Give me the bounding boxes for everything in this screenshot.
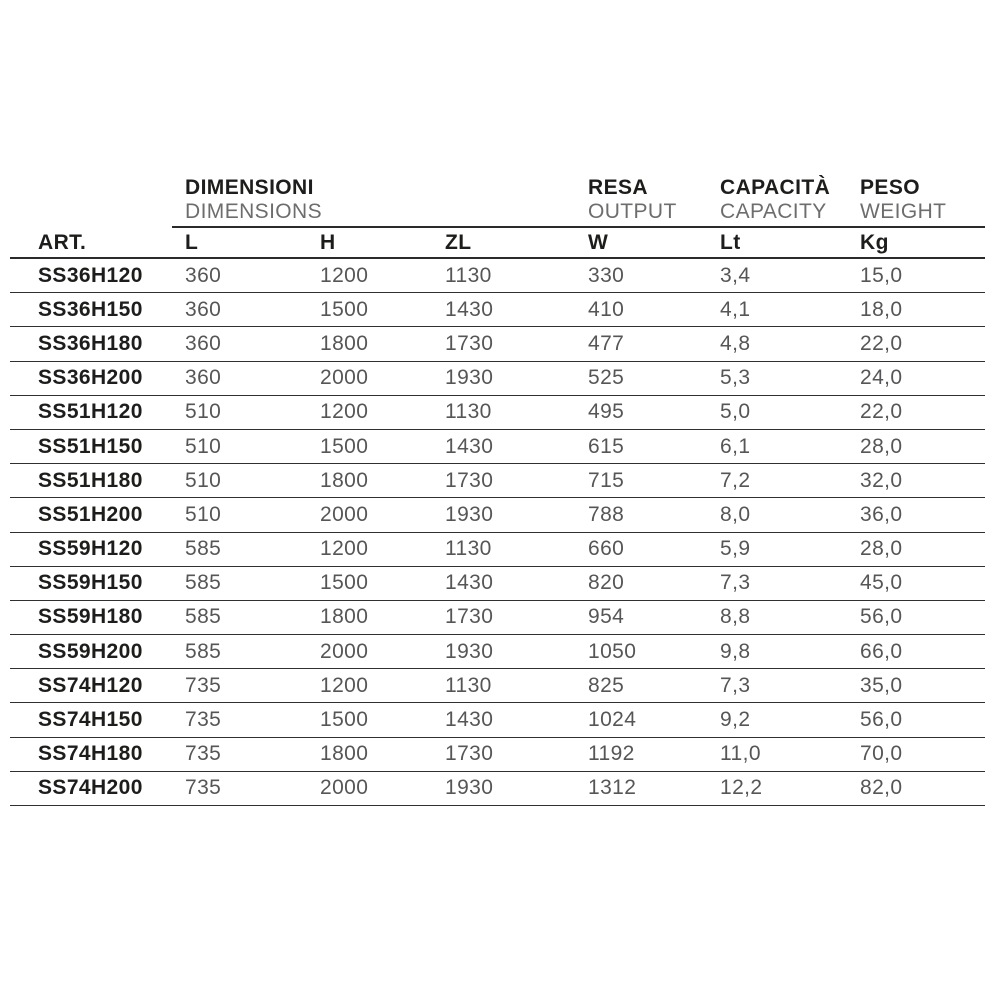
cell-weight-kg: 22,0 bbox=[860, 331, 903, 355]
table-row bbox=[10, 772, 985, 806]
column-group-output bbox=[588, 176, 677, 224]
cell-zl: 1730 bbox=[445, 331, 494, 355]
column-group-capacity bbox=[720, 176, 830, 224]
cell-zl: 1130 bbox=[445, 537, 492, 561]
cell-height: 1800 bbox=[320, 742, 369, 766]
cell-art: SS36H180 bbox=[38, 331, 143, 355]
col-header-h: H bbox=[320, 230, 336, 254]
table-row bbox=[10, 396, 985, 430]
cell-zl: 1930 bbox=[445, 776, 494, 800]
table-row bbox=[10, 259, 985, 293]
cell-zl: 1730 bbox=[445, 468, 494, 492]
cell-capacity-litres: 7,3 bbox=[720, 571, 751, 595]
cell-height: 1200 bbox=[320, 400, 369, 424]
table-row bbox=[10, 362, 985, 396]
cell-output-watts: 410 bbox=[588, 297, 625, 321]
group-title-italian: DIMENSIONI bbox=[185, 176, 314, 199]
cell-capacity-litres: 4,8 bbox=[720, 331, 751, 355]
cell-zl: 1430 bbox=[445, 708, 494, 732]
column-header-row bbox=[10, 228, 985, 259]
cell-output-watts: 954 bbox=[588, 605, 625, 629]
cell-weight-kg: 15,0 bbox=[860, 263, 903, 287]
cell-output-watts: 660 bbox=[588, 537, 625, 561]
cell-height: 1200 bbox=[320, 263, 369, 287]
cell-capacity-litres: 9,8 bbox=[720, 639, 751, 663]
cell-art: SS59H150 bbox=[38, 571, 143, 595]
cell-height: 1800 bbox=[320, 331, 369, 355]
table-row bbox=[10, 327, 985, 361]
cell-capacity-litres: 12,2 bbox=[720, 776, 763, 800]
cell-length: 360 bbox=[185, 263, 222, 287]
table-row bbox=[10, 635, 985, 669]
cell-weight-kg: 36,0 bbox=[860, 502, 903, 526]
cell-output-watts: 788 bbox=[588, 502, 625, 526]
cell-art: SS59H200 bbox=[38, 639, 143, 663]
cell-weight-kg: 32,0 bbox=[860, 468, 903, 492]
cell-length: 735 bbox=[185, 673, 222, 697]
cell-height: 1500 bbox=[320, 571, 369, 595]
cell-weight-kg: 22,0 bbox=[860, 400, 903, 424]
cell-weight-kg: 45,0 bbox=[860, 571, 903, 595]
table-row bbox=[10, 533, 985, 567]
table-row bbox=[10, 293, 985, 327]
cell-art: SS74H120 bbox=[38, 673, 143, 697]
cell-art: SS51H200 bbox=[38, 502, 143, 526]
cell-output-watts: 820 bbox=[588, 571, 625, 595]
cell-output-watts: 715 bbox=[588, 468, 625, 492]
cell-height: 1500 bbox=[320, 297, 369, 321]
cell-length: 510 bbox=[185, 502, 222, 526]
cell-capacity-litres: 4,1 bbox=[720, 297, 751, 321]
cell-output-watts: 330 bbox=[588, 263, 625, 287]
cell-zl: 1430 bbox=[445, 571, 494, 595]
cell-length: 510 bbox=[185, 468, 222, 492]
cell-weight-kg: 66,0 bbox=[860, 639, 903, 663]
cell-length: 735 bbox=[185, 742, 222, 766]
cell-capacity-litres: 7,3 bbox=[720, 673, 751, 697]
cell-height: 2000 bbox=[320, 366, 369, 390]
group-title-english: DIMENSIONS bbox=[185, 200, 323, 223]
table-row bbox=[10, 464, 985, 498]
cell-capacity-litres: 7,2 bbox=[720, 468, 751, 492]
cell-zl: 1930 bbox=[445, 639, 494, 663]
cell-capacity-litres: 5,9 bbox=[720, 537, 751, 561]
cell-output-watts: 495 bbox=[588, 400, 625, 424]
col-header-w: W bbox=[588, 230, 609, 254]
cell-weight-kg: 24,0 bbox=[860, 366, 903, 390]
cell-capacity-litres: 3,4 bbox=[720, 263, 751, 287]
cell-art: SS36H200 bbox=[38, 366, 143, 390]
cell-capacity-litres: 5,0 bbox=[720, 400, 751, 424]
cell-output-watts: 1312 bbox=[588, 776, 637, 800]
cell-zl: 1930 bbox=[445, 502, 494, 526]
cell-capacity-litres: 11,0 bbox=[720, 742, 761, 766]
group-title-italian: PESO bbox=[860, 176, 920, 199]
cell-height: 1200 bbox=[320, 537, 369, 561]
cell-capacity-litres: 9,2 bbox=[720, 708, 751, 732]
cell-length: 585 bbox=[185, 639, 222, 663]
group-title-english: CAPACITY bbox=[720, 200, 827, 223]
cell-length: 585 bbox=[185, 605, 222, 629]
cell-weight-kg: 56,0 bbox=[860, 708, 903, 732]
cell-weight-kg: 35,0 bbox=[860, 673, 903, 697]
table-row bbox=[10, 430, 985, 464]
cell-height: 1500 bbox=[320, 708, 369, 732]
cell-weight-kg: 70,0 bbox=[860, 742, 903, 766]
cell-art: SS51H120 bbox=[38, 400, 143, 424]
cell-zl: 1730 bbox=[445, 605, 494, 629]
cell-weight-kg: 18,0 bbox=[860, 297, 903, 321]
cell-capacity-litres: 5,3 bbox=[720, 366, 751, 390]
column-group-header-row bbox=[10, 176, 985, 226]
specification-table bbox=[10, 176, 985, 806]
cell-output-watts: 1192 bbox=[588, 742, 635, 766]
cell-output-watts: 1024 bbox=[588, 708, 637, 732]
cell-weight-kg: 56,0 bbox=[860, 605, 903, 629]
column-group-weight bbox=[860, 176, 946, 224]
cell-zl: 1130 bbox=[445, 263, 492, 287]
table-body bbox=[10, 259, 985, 806]
cell-zl: 1130 bbox=[445, 673, 492, 697]
cell-height: 1800 bbox=[320, 605, 369, 629]
cell-length: 360 bbox=[185, 297, 222, 321]
group-title-english: WEIGHT bbox=[860, 200, 947, 223]
cell-capacity-litres: 6,1 bbox=[720, 434, 751, 458]
table-row bbox=[10, 703, 985, 737]
cell-output-watts: 1050 bbox=[588, 639, 637, 663]
cell-length: 585 bbox=[185, 537, 222, 561]
cell-capacity-litres: 8,0 bbox=[720, 502, 751, 526]
cell-length: 735 bbox=[185, 776, 222, 800]
cell-weight-kg: 82,0 bbox=[860, 776, 903, 800]
col-header-zl: ZL bbox=[445, 230, 472, 254]
cell-zl: 1930 bbox=[445, 366, 494, 390]
table-row bbox=[10, 567, 985, 601]
cell-height: 2000 bbox=[320, 776, 369, 800]
col-header-l: L bbox=[185, 230, 199, 254]
table-row bbox=[10, 669, 985, 703]
cell-length: 510 bbox=[185, 434, 222, 458]
cell-zl: 1430 bbox=[445, 434, 494, 458]
cell-art: SS51H150 bbox=[38, 434, 143, 458]
cell-art: SS36H120 bbox=[38, 263, 143, 287]
column-group-dimensions bbox=[185, 176, 322, 224]
cell-length: 360 bbox=[185, 331, 222, 355]
cell-output-watts: 825 bbox=[588, 673, 625, 697]
cell-output-watts: 477 bbox=[588, 331, 625, 355]
cell-art: SS59H180 bbox=[38, 605, 143, 629]
cell-art: SS36H150 bbox=[38, 297, 143, 321]
cell-art: SS74H180 bbox=[38, 742, 143, 766]
cell-zl: 1730 bbox=[445, 742, 494, 766]
cell-height: 2000 bbox=[320, 502, 369, 526]
cell-art: SS59H120 bbox=[38, 537, 143, 561]
cell-length: 360 bbox=[185, 366, 222, 390]
table-row bbox=[10, 738, 985, 772]
cell-weight-kg: 28,0 bbox=[860, 434, 903, 458]
cell-zl: 1430 bbox=[445, 297, 494, 321]
cell-length: 510 bbox=[185, 400, 222, 424]
cell-art: SS74H200 bbox=[38, 776, 143, 800]
cell-output-watts: 525 bbox=[588, 366, 625, 390]
cell-length: 585 bbox=[185, 571, 222, 595]
table-row bbox=[10, 601, 985, 635]
cell-zl: 1130 bbox=[445, 400, 492, 424]
cell-weight-kg: 28,0 bbox=[860, 537, 903, 561]
col-header-lt: Lt bbox=[720, 230, 741, 254]
cell-art: SS51H180 bbox=[38, 468, 143, 492]
cell-art: SS74H150 bbox=[38, 708, 143, 732]
cell-height: 1800 bbox=[320, 468, 369, 492]
cell-height: 1200 bbox=[320, 673, 369, 697]
col-header-art: ART. bbox=[38, 230, 87, 254]
group-title-english: OUTPUT bbox=[588, 200, 677, 223]
group-title-italian: CAPACITÀ bbox=[720, 176, 831, 199]
cell-output-watts: 615 bbox=[588, 434, 625, 458]
group-title-italian: RESA bbox=[588, 176, 648, 199]
cell-capacity-litres: 8,8 bbox=[720, 605, 751, 629]
cell-height: 1500 bbox=[320, 434, 369, 458]
cell-length: 735 bbox=[185, 708, 222, 732]
cell-height: 2000 bbox=[320, 639, 369, 663]
table-row bbox=[10, 498, 985, 532]
col-header-kg: Kg bbox=[860, 230, 889, 254]
